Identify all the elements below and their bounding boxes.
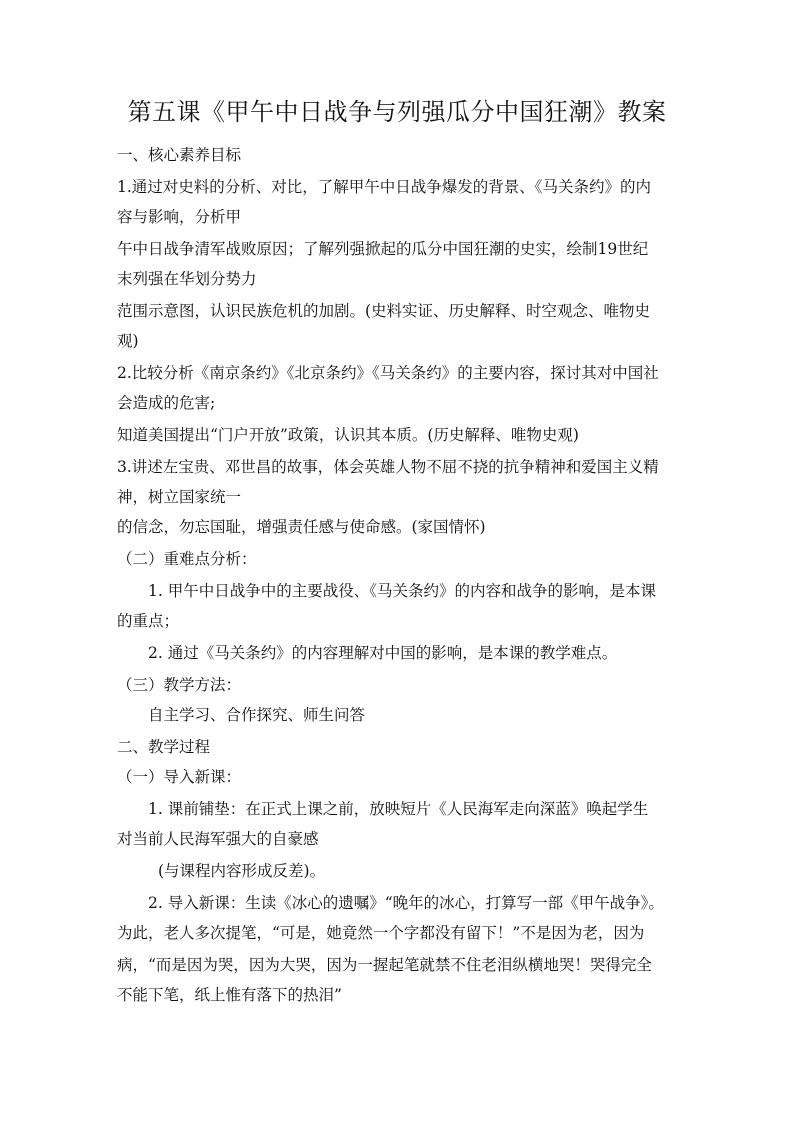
paragraph-line: 范围示意图，认识民族危机的加剧。(史料实证、历史解释、时空观念、唯物史 xyxy=(117,302,651,320)
paragraph-line: 2. 通过《马关条约》的内容理解对中国的影响，是本课的教学难点。 xyxy=(148,644,618,662)
paragraph-line: 不能下笔，纸上惟有落下的热泪” xyxy=(117,986,342,1004)
paragraph-line: 3.讲述左宝贵、邓世昌的故事，体会英雄人物不屈不挠的抗争精神和爱国主义精 xyxy=(117,458,659,476)
paragraph-line: (与课程内容形成反差)。 xyxy=(158,862,326,880)
paragraph-line: 知道美国提出“门户开放”政策，认识其本质。(历史解释、唯物史观) xyxy=(117,426,579,444)
paragraph-line: 观) xyxy=(117,332,139,350)
section-heading: （二）重难点分析： xyxy=(117,550,257,568)
paragraph-line: 为此，老人多次提笔，“可是，她竟然一个字都没有留下！”不是因为老，因为 xyxy=(117,924,645,942)
paragraph-line: 1. 课前铺垫：在正式上课之前，放映短片《人民海军走向深蓝》唤起学生 xyxy=(148,800,649,818)
paragraph-line: 1.通过对史料的分析、对比，了解甲午中日战争爆发的背景、《马关条约》的内 xyxy=(117,178,652,196)
section-heading: （三）教学方法： xyxy=(117,676,242,694)
paragraph-line: 2. 导入新课：生读《冰心的遗嘱》“晚年的冰心，打算写一部《甲午战争》。 xyxy=(148,894,664,912)
paragraph-line: 的重点； xyxy=(117,612,180,630)
paragraph-line: 神，树立国家统一 xyxy=(117,488,242,506)
paragraph-line: 容与影响，分析甲 xyxy=(117,208,242,226)
section-heading: 一、核心素养目标 xyxy=(117,146,242,164)
document-title: 第五课《甲午中日战争与列强瓜分中国狂潮》教案 xyxy=(127,98,667,126)
paragraph-line: 会造成的危害; xyxy=(117,394,216,412)
paragraph-line: 对当前人民海军强大的自豪感 xyxy=(117,830,319,848)
section-heading: 二、教学过程 xyxy=(117,738,211,756)
paragraph-line: 1. 甲午中日战争中的主要战役、《马关条约》的内容和战争的影响，是本课 xyxy=(148,582,656,600)
paragraph-line: 午中日战争清军战败原因；了解列强掀起的瓜分中国狂潮的史实，绘制19世纪 xyxy=(117,240,649,258)
paragraph-line: 病，“而是因为哭，因为大哭，因为一握起笔就禁不住老泪纵横地哭！哭得完全 xyxy=(117,956,652,974)
section-heading: （一）导入新课： xyxy=(117,768,242,786)
paragraph-line: 2.比较分析《南京条约》《北京条约》《马关条约》的主要内容，探讨其对中国社 xyxy=(117,364,659,382)
paragraph-line: 末列强在华划分势力 xyxy=(117,270,257,288)
paragraph-line: 自主学习、合作探究、师生问答 xyxy=(148,706,366,724)
paragraph-line: 的信念，勿忘国耻，增强责任感与使命感。(家国情怀) xyxy=(117,518,486,536)
